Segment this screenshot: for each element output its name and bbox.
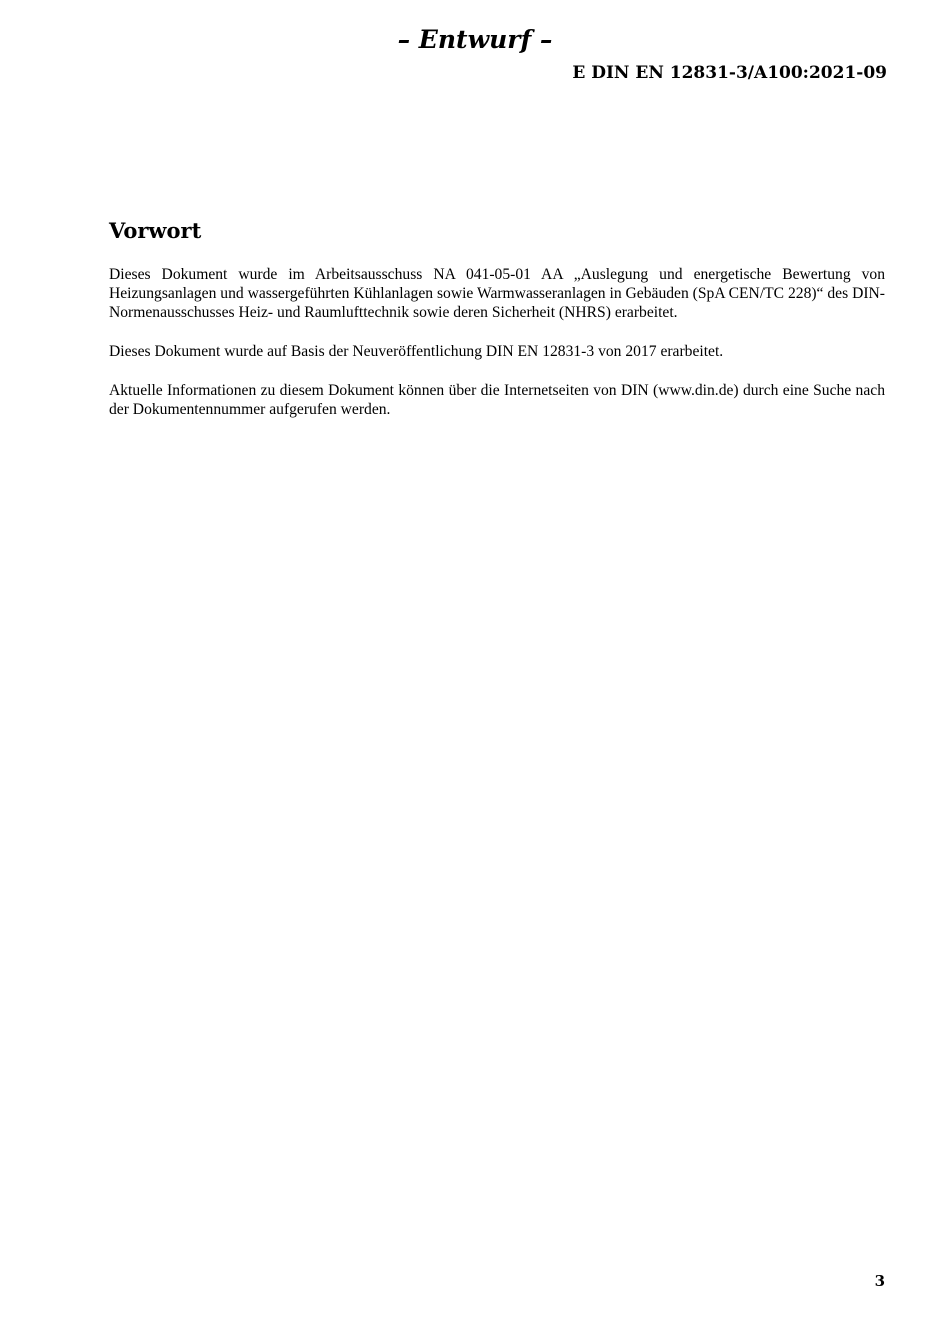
page-number: 3: [874, 1272, 885, 1290]
paragraph-basis: Dieses Dokument wurde auf Basis der Neuveröffentlichung DIN EN 12831-3 von 2017 erarbeitet.: [109, 343, 724, 360]
section-title: Vorwort: [109, 218, 202, 243]
paragraph-information: Aktuelle Informationen zu diesem Dokument können über die Internetseiten von DIN (www.din.de) durch eine Suche nach der Dokumentennummer aufgerufen werden.: [109, 382, 885, 418]
foreword-section: [109, 217, 885, 439]
document-number: E DIN EN 12831-3/A100:2021-09: [572, 63, 887, 83]
draft-label: – Entwurf –: [397, 25, 553, 54]
paragraph-committee: Dieses Dokument wurde im Arbeitsausschuss NA 041-05-01 AA „Auslegung und energetische Bewertung von Heizungsanlagen und wassergeführten Kühlanlagen sowie Warmwasseranlagen in Gebäuden (SpA CEN/TC 228)“ des DIN-Normenausschusses Heiz- und Raumlufttechnik sowie deren Sicherheit (NHRS) erarbeitet.: [109, 266, 885, 321]
